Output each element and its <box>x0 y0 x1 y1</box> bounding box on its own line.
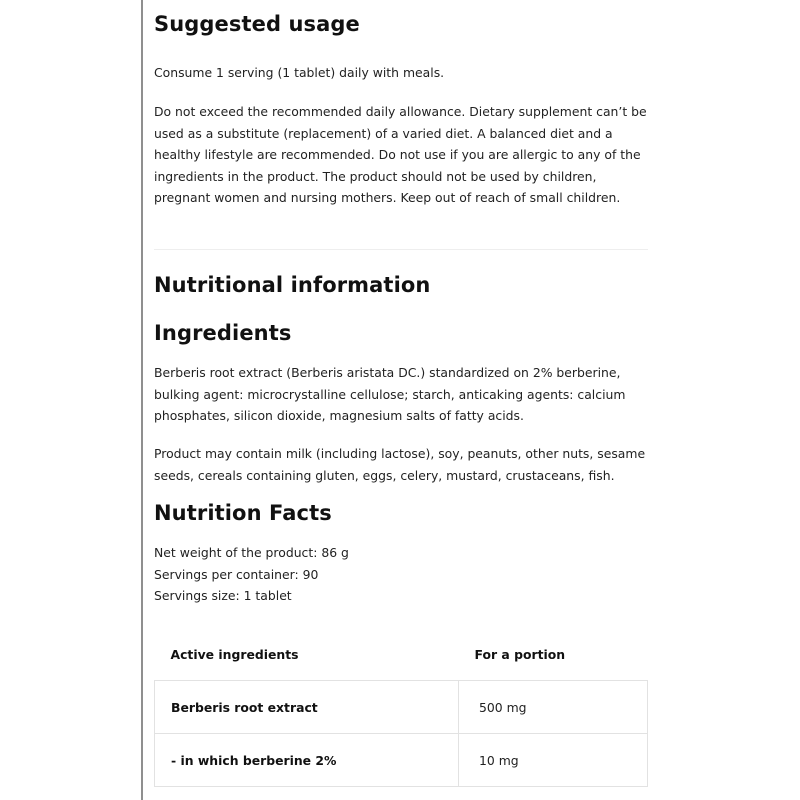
column-header-active-ingredients: Active ingredients <box>170 646 299 662</box>
ingredient-amount: 500 mg <box>459 681 648 734</box>
table-header-row <box>155 628 648 681</box>
table-row <box>155 681 648 734</box>
allergen-notice: Product may contain milk (including lactose), soy, peanuts, other nuts, sesame seeds, cereals containing gluten, eggs, celery, mustard, crustaceans, fish. <box>154 446 646 483</box>
ingredients-list: Berberis root extract (Berberis aristata DC.) standardized on 2% berberine, bulking agent: microcrystalline cellulose; starch, anticaking agents: calcium phosphates, silicon dioxide, magnesium salts of fatty acids. <box>154 365 626 423</box>
table-row <box>155 734 648 787</box>
ingredients-heading: Ingredients <box>154 321 292 345</box>
servings-per-container: Servings per container: 90 <box>154 566 319 582</box>
section-divider <box>154 249 648 250</box>
nutrition-table <box>154 628 648 787</box>
ingredient-name: Berberis root extract <box>155 681 459 734</box>
usage-warning: Do not exceed the recommended daily allowance. Dietary supplement can’t be used as a substitute (replacement) of a varied diet. A balanced diet and a healthy lifestyle are recommended. Do not use if you are allergic to any of the ingredients in the product. The product should not be used by children, pregnant women and nursing mothers. Keep out of reach of small children. <box>154 104 647 205</box>
nutritional-information-heading: Nutritional information <box>154 273 431 297</box>
left-border-line <box>141 0 143 800</box>
net-weight: Net weight of the product: 86 g <box>154 545 349 560</box>
ingredient-amount: 10 mg <box>459 734 648 787</box>
usage-instruction: Consume 1 serving (1 tablet) daily with meals. <box>154 65 445 80</box>
serving-size: Servings size: 1 tablet <box>154 588 292 603</box>
nutrition-facts-heading: Nutrition Facts <box>154 501 332 525</box>
column-header-for-a-portion: For a portion <box>474 646 566 662</box>
nutrition-facts-details <box>154 542 349 607</box>
suggested-usage-heading: Suggested usage <box>154 12 360 36</box>
ingredient-name: - in which berberine 2% <box>155 734 459 787</box>
